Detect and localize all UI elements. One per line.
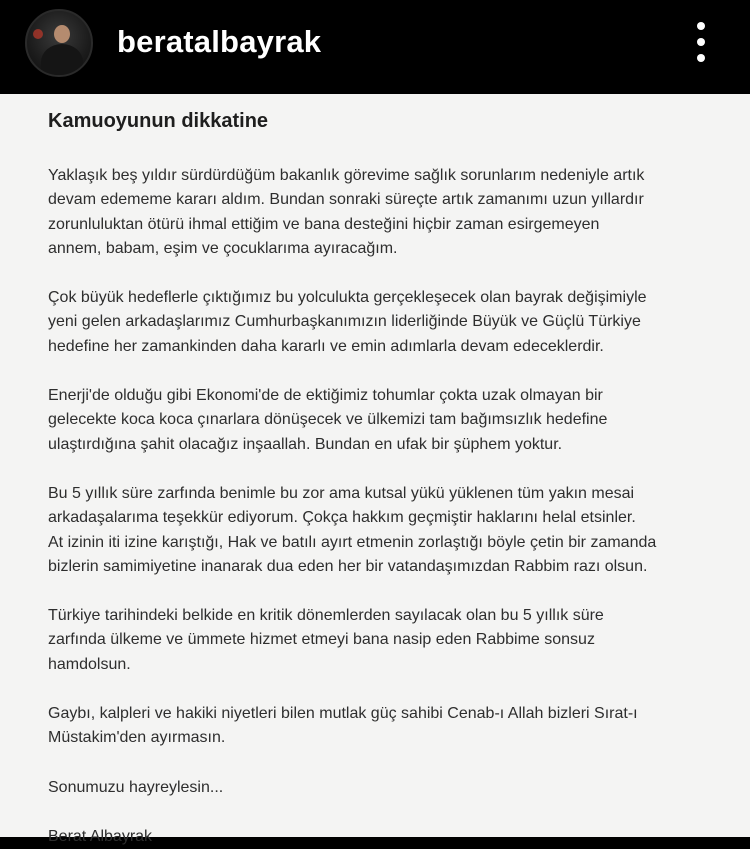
avatar-body [41, 44, 83, 77]
statement-paragraph: Yaklaşık beş yıldır sürdürdüğüm bakanlık görevime sağlık sorunlarım nedeniyle artık devam edememe kararı aldım. Bundan sonraki süreçte artık zamanımı uzun yıllardır zorunluluktan ötürü ihmal ettiğim ve bana desteğini hiçbir zaman esirgemeyen annem, babam, eşim ve çocuklarıma ayıracağım. [48, 167, 645, 257]
more-vertical-icon[interactable] [690, 22, 712, 62]
statement-paragraph: Gaybı, kalpleri ve hakiki niyetleri bilen mutlak güç sahibi Cenab-ı Allah bizleri Sırat-ı Müstakim'den ayırmasın. [48, 705, 638, 747]
avatar-head [54, 25, 70, 43]
more-dot [697, 54, 705, 62]
post-image-content [0, 94, 750, 845]
statement-paragraph: Çok büyük hedeflerle çıktığımız bu yolculukta gerçekleşecek olan bayrak değişimiyle yeni gelen arkadaşlarımız Cumhurbaşkanımızın liderliğinde Büyük ve Güçlü Türkiye hedefine her zamankinden daha kararlı ve emin adımlarla devam edeceklerdir. [48, 289, 647, 355]
avatar-background-light [33, 29, 43, 39]
statement-paragraph: Bu 5 yıllık süre zarfında benimle bu zor ama kutsal yükü yüklenen tüm yakın mesai arkadaşalarıma teşekkür ediyorum. Çokça hakkım geçmiştir haklarını helal etsinler. At izinin iti izine karıştığı, Hak ve batılı ayırt etmenin zorlaştığı böyle çetin bir zamanda bizlerin samimiyetine inanarak dua eden her bir vatandaşımızdan Rabbim razı olsun. [48, 484, 657, 575]
statement-closing: Sonumuzu hayreylesin... [48, 778, 224, 796]
profile-avatar[interactable] [25, 9, 93, 77]
username-link[interactable]: beratalbayrak [117, 24, 322, 59]
more-dot [697, 22, 705, 30]
statement-paragraph: Türkiye tarihindeki belkide en kritik dönemlerden sayılacak olan bu 5 yıllık süre zarfında ülkeme ve ümmete hizmet etmeyi bana nasip eden Rabbime sonsuz hamdolsun. [48, 607, 604, 673]
statement-title: Kamuoyunun dikkatine [48, 110, 269, 132]
more-dot [697, 38, 705, 46]
post-header [0, 0, 750, 94]
statement-paragraph: Enerji'de olduğu gibi Ekonomi'de de ektiğimiz tohumlar çokta uzak olmayan bir gelecekte koca koca çınarlara dönüşecek ve ülkemizi tam bağımsızlık hedefine ulaştırdığına şahit olacağız inşaallah. Bundan en ufak bir şüphem yoktur. [48, 387, 608, 453]
statement-signature: Berat Albayrak [48, 827, 153, 845]
